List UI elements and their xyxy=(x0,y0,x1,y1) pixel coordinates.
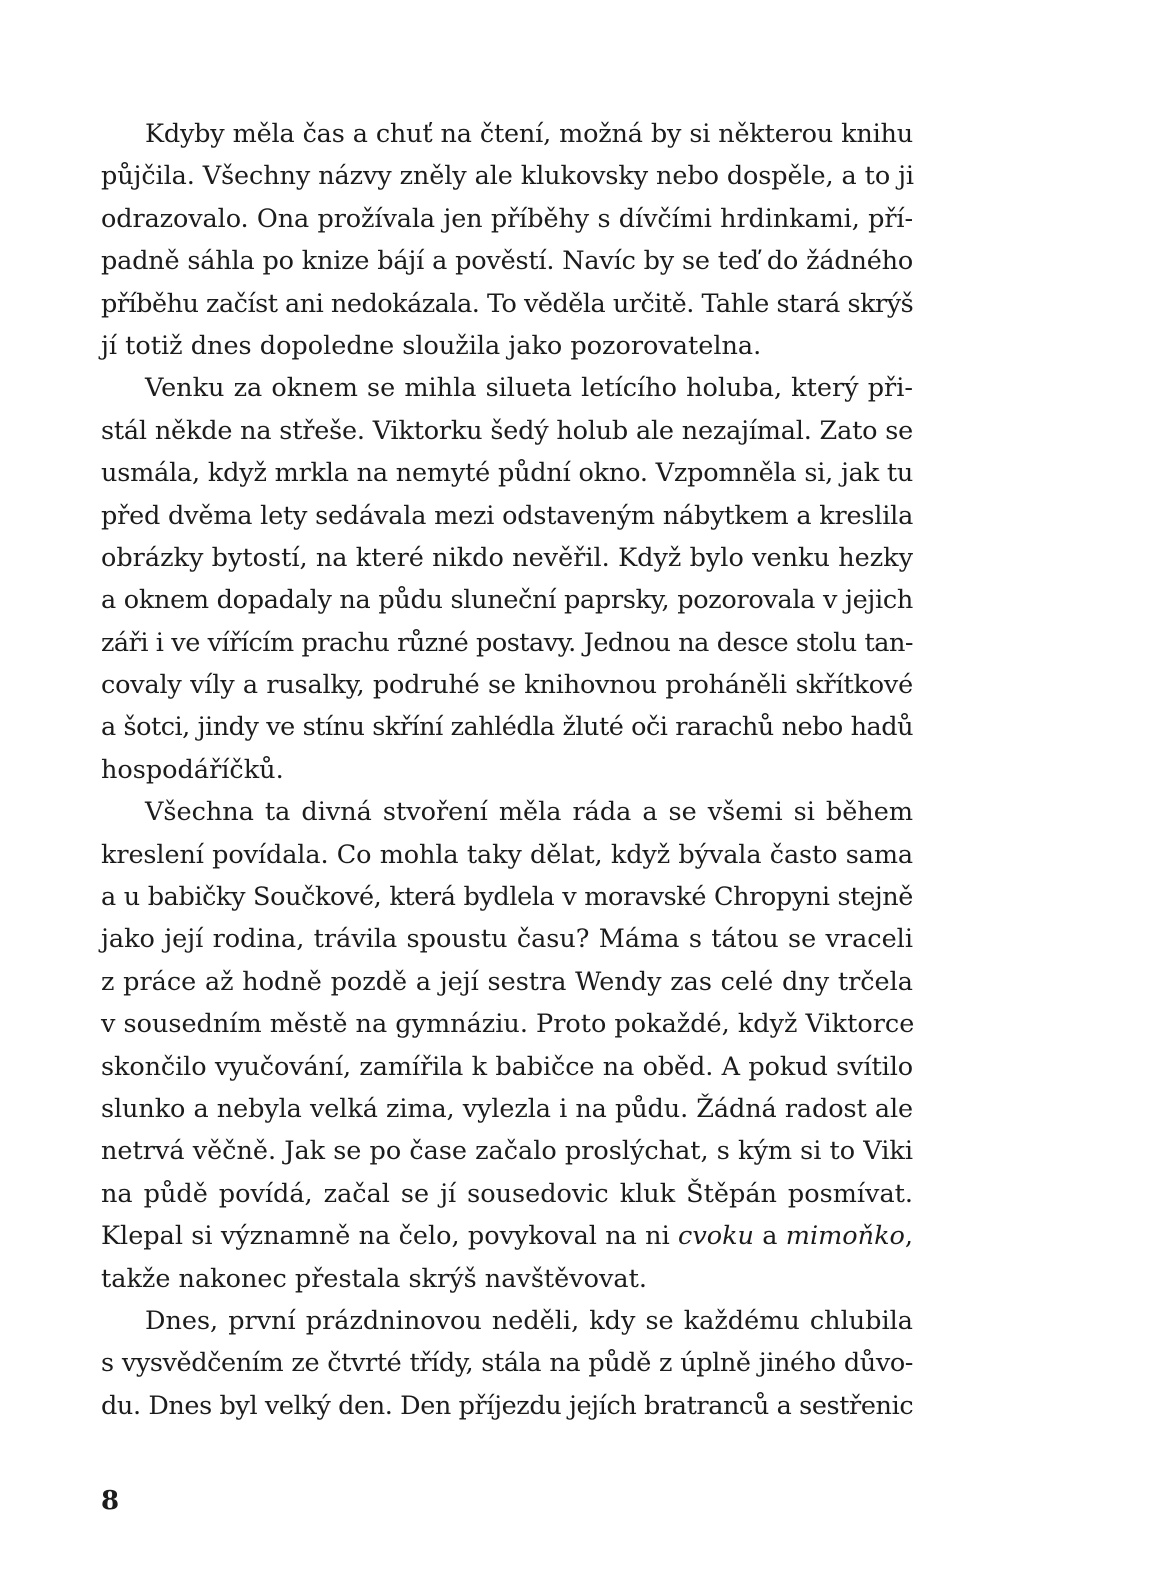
text-line: stál někde na střeše. Viktorku šedý holub ale nezajímal. Zato se xyxy=(101,415,913,446)
text-line: hospodáříčků. xyxy=(101,754,284,785)
text-line: usmála, když mrkla na nemyté půdní okno. Vzpomněla si, jak tu xyxy=(101,458,914,489)
text-line: z práce až hodně pozdě a její sestra Wendy zas celé dny trčela xyxy=(101,966,913,997)
text-line: skončilo vyučování, zamířila k babičce na oběd. A pokud svítilo xyxy=(101,1051,913,1082)
text-line: netrvá věčně. Jak se po čase začalo proslýchat, s kým si to Viki xyxy=(101,1136,913,1167)
text-span: , xyxy=(904,1221,913,1252)
text-line: jí totiž dnes dopoledne sloužila jako pozorovatelna. xyxy=(101,330,762,361)
text-line: na půdě povídá, začal se jí sousedovic kluk Štěpán posmívat. xyxy=(101,1178,913,1209)
text-line: Všechna ta divná stvoření měla ráda a se všemi si během xyxy=(145,797,913,828)
text-line: Dnes, první prázdninovou neděli, kdy se každému chlubila xyxy=(145,1305,913,1336)
text-line: jako její rodina, trávila spoustu času? Máma s tátou se vraceli xyxy=(101,924,913,955)
text-line: příběhu začíst ani nedokázala. To věděla určitě. Tahle stará skrýš xyxy=(101,288,914,319)
text-line: kreslení povídala. Co mohla taky dělat, když bývala často sama xyxy=(101,839,913,870)
paragraph-4 xyxy=(101,1300,913,1427)
text-line: du. Dnes byl velký den. Den příjezdu jejích bratranců a sestřenic xyxy=(101,1390,914,1421)
text-line: Kdyby měla čas a chuť na čtení, možná by si některou knihu xyxy=(145,119,913,149)
text-line: obrázky bytostí, na které nikdo nevěřil. Když bylo venku hezky xyxy=(101,542,913,573)
text-line: odrazovalo. Ona prožívala jen příběhy s dívčími hrdinkami, pří- xyxy=(101,203,913,234)
text-line: a u babičky Součkové, která bydlela v moravské Chropyni stejně xyxy=(101,882,913,913)
text-line: s vysvědčením ze čtvrté třídy, stála na půdě z úplně jiného důvo- xyxy=(101,1348,913,1379)
text-line: půjčila. Všechny názvy zněly ale klukovsky nebo dospěle, a to ji xyxy=(101,161,914,192)
text-line: slunko a nebyla velká zima, vylezla i na půdu. Žádná radost ale xyxy=(101,1093,913,1124)
text-line: v sousedním městě na gymnáziu. Proto pokaždé, když Viktorce xyxy=(101,1009,915,1040)
text-line: padně sáhla po knize bájí a pověstí. Navíc by se teď do žádného xyxy=(101,246,913,277)
text-span: Klepal si významně na čelo, povykoval na ni xyxy=(101,1221,679,1252)
text-line: záři i ve vířícím prachu různé postavy. Jednou na desce stolu tan- xyxy=(101,627,913,658)
text-line-with-italics xyxy=(101,1215,913,1257)
text-line: a oknem dopadaly na půdu sluneční paprsky, pozorovala v jejich xyxy=(101,585,913,616)
text-span: a xyxy=(753,1221,786,1252)
text-line: covaly víly a rusalky, podruhé se knihovnou proháněli skřítkové xyxy=(101,670,913,701)
paragraph-3 xyxy=(101,791,913,1300)
page-number: 8 xyxy=(101,1486,120,1516)
paragraph-2 xyxy=(101,367,913,791)
text-line: před dvěma lety sedávala mezi odstaveným nábytkem a kreslila xyxy=(101,500,914,531)
text-line: takže nakonec přestala skrýš navštěvovat. xyxy=(101,1263,647,1294)
italic-word: cvoku xyxy=(678,1221,754,1252)
body-text xyxy=(101,113,913,1427)
paragraph-1 xyxy=(101,113,913,367)
text-line: Venku za oknem se mihla silueta letícího holuba, který při- xyxy=(145,373,913,404)
italic-word: mimoňko xyxy=(785,1221,905,1252)
text-line: a šotci, jindy ve stínu skříní zahlédla žluté oči rarachů nebo hadů xyxy=(101,712,913,743)
